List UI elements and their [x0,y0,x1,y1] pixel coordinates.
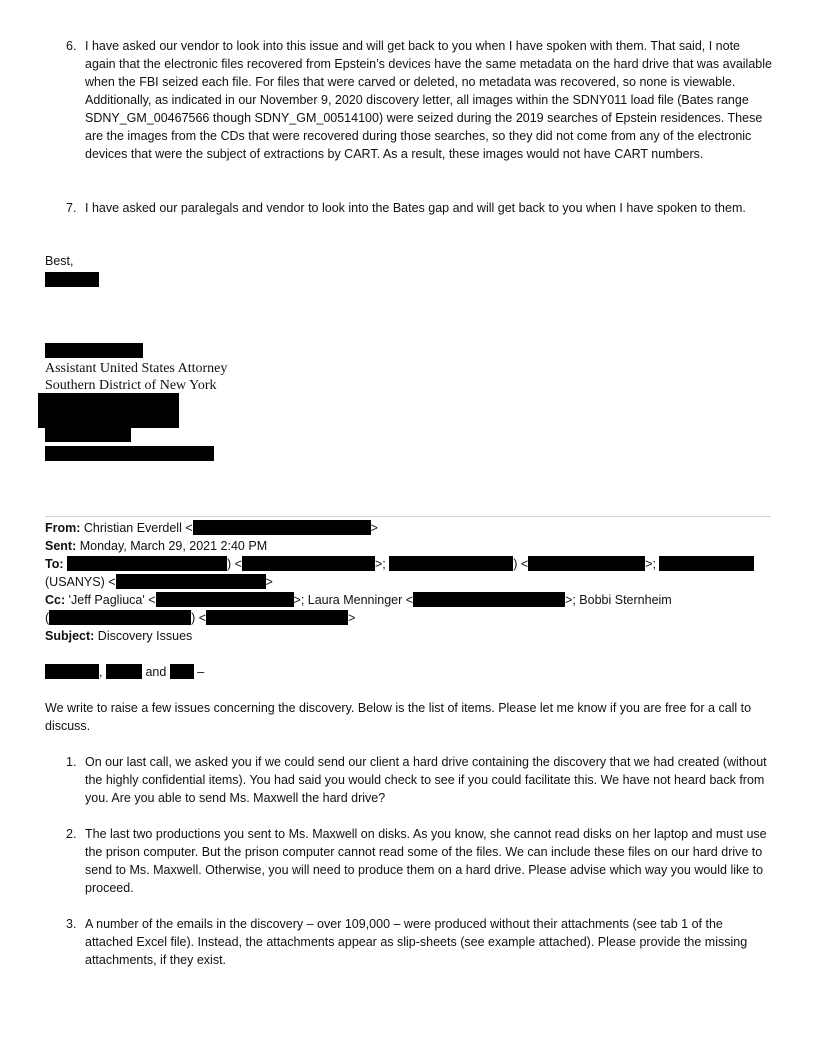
closing-text: Best, [45,254,74,268]
cc-text: 'Jeff Pagliuca' < [68,593,156,607]
to-line [45,555,754,573]
to-sep: ) < [513,557,529,571]
subject-line [45,627,192,645]
from-line [45,519,378,537]
list-item-6 [66,37,772,163]
list-item-text: The last two productions you sent to Ms. Maxwell on disks. As you know, she cannot read disks on her laptop and must use the prison computer. But the prison computer cannot read some of the files. We can include these files on our hard drive to send to Ms. Maxwell. Otherwise, you will need to produce them on a hard drive. Please advise which way you would like to proceed. [85,827,767,895]
intro-paragraph: We write to raise a few issues concerning the discovery. Below is the list of items. Please let me know if you are free for a call to discuss. [45,701,752,733]
redaction-block [67,556,227,571]
list-item-1 [66,753,772,807]
redaction-block [193,520,371,535]
sent-line [45,537,267,555]
signature-office: Southern District of New York [45,378,217,393]
list-number: 7. [66,201,77,215]
from-value: Christian Everdell < [83,521,193,535]
list-item-2 [66,825,772,897]
from-label: From: [45,521,81,535]
to-sep: >; [374,557,386,571]
list-number: 6. [66,39,77,53]
greeting-and: and [145,665,167,679]
list-item-3 [66,915,772,969]
list-item-text: A number of the emails in the discovery – over 109,000 – were produced without their attachments (see tab 1 of the attached Excel file). Instead, the attachments appear as slip-sheets (see example attached). Please provide the missing attachments, if they exist. [85,917,748,967]
cc-text: >; Laura Menninger < [293,593,414,607]
redaction-block [38,393,179,428]
list-item-text: I have asked our vendor to look into this issue and will get back to you when I have spoken with them. That said, I note again that the electronic files recovered from Epstein’s devices have the same metadata on the hard drive that was available when the FBI seized each file. For files that were carved or deleted, no metadata was recovered, so none is viewable. Additionally, as indicated in our November 9, 2020 discovery letter, all images within the SDNY011 load file (Bates range SDNY_GM_00467566 though SDNY_GM_00514100) were seized during the 2019 searches of Epstein residences. These are the images from the CDs that were recovered during those searches, so they did not come from any of the electronic devices that were the subject of extractions by CART. As a result, these images would not have CART numbers. [85,39,772,161]
to-label: To: [45,557,64,571]
list-number: 2. [66,827,77,841]
subject-label: Subject: [45,629,95,643]
subject-value: Discovery Issues [97,629,193,643]
to-text: (USANYS) < [45,575,116,589]
redaction-block [156,592,294,607]
redaction-block [45,664,99,679]
redaction-block [106,664,142,679]
redaction-block [45,446,214,461]
redaction-block [389,556,513,571]
redaction-block [528,556,645,571]
redaction-block [242,556,375,571]
redaction-block [206,610,348,625]
redaction-block [413,592,565,607]
list-number: 1. [66,755,77,769]
email-divider [45,516,771,517]
redaction-block [45,272,99,287]
cc-text: >; Bobbi Sternheim [565,593,672,607]
sent-value: Monday, March 29, 2021 2:40 PM [79,539,268,553]
cc-line-continued [45,609,355,627]
redaction-block [45,343,143,358]
list-item-text: On our last call, we asked you if we could send our client a hard drive containing the discovery that we had created (without the highly confidential items). You had said you would check to see if you could facilitate this. We have not heard back from you. Are you able to send Ms. Maxwell the hard drive? [85,755,767,805]
redaction-block [49,610,191,625]
cc-text: ) < [191,611,207,625]
to-sep: >; [645,557,656,571]
list-item-7 [66,199,772,217]
to-text: > [265,575,273,589]
cc-line [45,591,672,609]
from-end: > [370,521,378,535]
redaction-block [659,556,754,571]
signature-title: Assistant United States Attorney [45,361,228,376]
sent-label: Sent: [45,539,77,553]
cc-text: > [348,611,356,625]
redaction-block [116,574,266,589]
list-number: 3. [66,917,77,931]
to-sep: ) < [227,557,242,571]
list-item-text: I have asked our paralegals and vendor to look into the Bates gap and will get back to you when I have spoken to them. [85,201,746,215]
greeting [45,663,204,681]
redaction-block [45,428,131,442]
cc-label: Cc: [45,593,66,607]
greeting-dash: – [197,665,205,679]
greeting-sep: , [99,665,103,679]
to-line-continued [45,573,273,591]
redaction-block [170,664,194,679]
cc-text: ( [45,611,50,625]
